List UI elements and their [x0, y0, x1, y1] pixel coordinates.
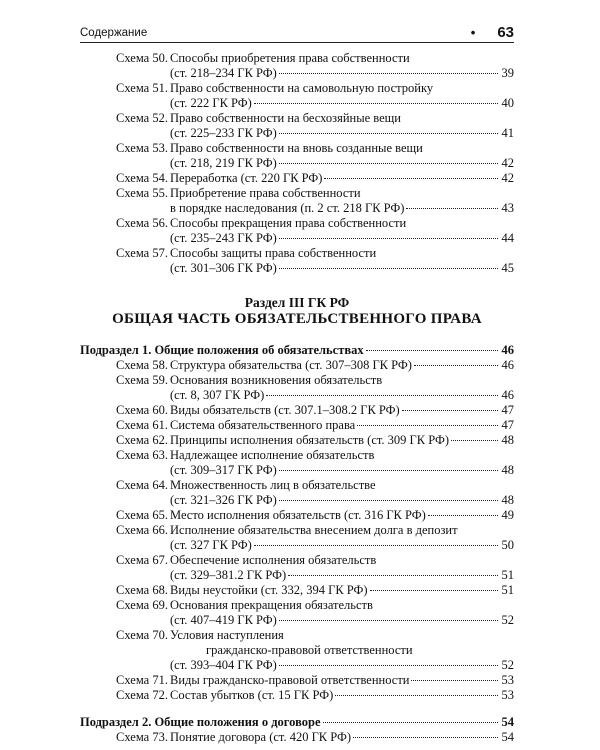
toc-entry[interactable] [80, 508, 514, 523]
section-heading [80, 294, 514, 328]
toc-line [116, 51, 514, 66]
toc-line [116, 688, 514, 703]
toc-line [116, 433, 514, 448]
scheme-title: Переработка (ст. 220 ГК РФ) [170, 171, 323, 185]
scheme-label: Схема 52. [116, 111, 168, 125]
toc-line [116, 111, 514, 126]
toc-line [116, 730, 514, 745]
dot-leader [254, 103, 498, 104]
scheme-title: Состав убытков (ст. 15 ГК РФ) [170, 688, 334, 702]
scheme-title: Исполнение обязательства внесением долга в депозит [170, 523, 458, 537]
subsection-1-heading[interactable] [80, 343, 514, 358]
toc-line [116, 141, 514, 156]
toc-line-last [116, 463, 514, 478]
toc-entry[interactable] [80, 478, 514, 508]
toc-entry[interactable] [80, 673, 514, 688]
dot-leader [279, 268, 498, 269]
page-ref: 54 [501, 730, 514, 744]
toc-line [116, 673, 514, 688]
page-ref: 46 [501, 358, 514, 372]
page-ref: 49 [501, 508, 514, 522]
page-ref: 47 [501, 403, 514, 417]
page-ref: 46 [501, 388, 514, 402]
header-bullet: • [470, 25, 476, 40]
toc-entry[interactable] [80, 81, 514, 111]
page-number-area [471, 24, 514, 41]
toc-line [116, 186, 514, 201]
toc-entry[interactable] [80, 51, 514, 81]
scheme-label: Схема 59. [116, 373, 168, 387]
scheme-label: Схема 67. [116, 553, 168, 567]
toc-line-last [116, 613, 514, 628]
toc-entry[interactable] [80, 246, 514, 276]
scheme-label: Схема 65. [116, 508, 168, 522]
scheme-ref: (ст. 407–419 ГК РФ) [170, 613, 277, 627]
scheme-title: Виды обязательств (ст. 307.1–308.2 ГК РФ) [170, 403, 400, 417]
scheme-title: Место исполнения обязательств (ст. 316 ГК РФ) [170, 508, 426, 522]
toc-line-last [116, 493, 514, 508]
toc-line [116, 643, 514, 658]
toc-line [116, 418, 514, 433]
toc-text [116, 688, 333, 703]
toc-line [116, 478, 514, 493]
scheme-title: Приобретение права собственности [170, 186, 361, 200]
scheme-label: Схема 61. [116, 418, 168, 432]
toc-line [116, 448, 514, 463]
scheme-title: Способы прекращения права собственности [170, 216, 407, 230]
page-ref: 48 [501, 493, 514, 507]
toc-line [116, 358, 514, 373]
scheme-ref: (ст. 393–404 ГК РФ) [170, 658, 277, 672]
scheme-label: Схема 51. [116, 81, 168, 95]
toc-line [116, 403, 514, 418]
dot-leader [324, 178, 498, 179]
toc-text [116, 508, 426, 523]
scheme-title: Основания прекращения обязательств [170, 598, 373, 612]
subsection-1-entries [80, 358, 514, 703]
page-ref: 48 [501, 463, 514, 477]
toc-entry[interactable] [80, 583, 514, 598]
toc-line-last [116, 388, 514, 403]
toc-line-last [116, 658, 514, 673]
scheme-title: Условия наступления [170, 628, 284, 642]
toc-line-last [116, 568, 514, 583]
page-ref: 51 [501, 583, 514, 597]
toc-text [116, 403, 400, 418]
scheme-title: Принципы исполнения обязательств (ст. 309 ГК РФ) [170, 433, 450, 447]
dot-leader [279, 500, 498, 501]
toc-entry[interactable] [80, 688, 514, 703]
page-ref: 53 [501, 673, 514, 687]
dot-leader [414, 365, 498, 366]
page-ref: 44 [501, 231, 514, 245]
scheme-ref: (ст. 8, 307 ГК РФ) [170, 388, 265, 402]
toc-text [116, 358, 412, 373]
dot-leader [353, 737, 498, 738]
toc-entry[interactable] [80, 598, 514, 628]
scheme-title: Право собственности на вновь созданные вещи [170, 141, 423, 155]
toc-line [116, 583, 514, 598]
table-of-contents [80, 51, 514, 745]
page-ref: 46 [501, 343, 514, 357]
dot-leader [279, 163, 498, 164]
toc-line-last [116, 66, 514, 81]
toc-entry[interactable] [80, 171, 514, 186]
page-ref: 39 [501, 66, 514, 80]
scheme-title: Система обязательственного права [170, 418, 356, 432]
page-ref: 40 [501, 96, 514, 110]
scheme-ref: (ст. 235–243 ГК РФ) [170, 231, 277, 245]
toc-entry[interactable] [80, 553, 514, 583]
toc-text [116, 171, 322, 186]
scheme-label: Схема 56. [116, 216, 168, 230]
toc-entry[interactable] [80, 373, 514, 403]
dot-leader [279, 665, 498, 666]
subsection-2-heading[interactable] [80, 715, 514, 730]
dot-leader [357, 425, 498, 426]
scheme-label: Схема 66. [116, 523, 168, 537]
page-ref: 50 [501, 538, 514, 552]
toc-entry[interactable] [80, 628, 514, 673]
page-ref: 48 [501, 433, 514, 447]
subsection-title: Подраздел 1. Общие положения об обязательствах [80, 343, 364, 357]
page-ref: 41 [501, 126, 514, 140]
page-header [80, 20, 514, 43]
toc-entry[interactable] [80, 111, 514, 141]
page-ref: 51 [501, 568, 514, 582]
toc-line-last [116, 156, 514, 171]
scheme-label: Схема 55. [116, 186, 168, 200]
dot-leader [288, 575, 498, 576]
page-ref: 53 [501, 688, 514, 702]
toc-text [116, 673, 409, 688]
scheme-ref: (ст. 301–306 ГК РФ) [170, 261, 277, 275]
page-number: 63 [497, 24, 514, 41]
toc-text [116, 730, 351, 745]
toc-entry[interactable] [80, 186, 514, 216]
toc-entry[interactable] [80, 523, 514, 553]
scheme-title: Структура обязательства (ст. 307–308 ГК РФ) [170, 358, 412, 372]
toc-entry[interactable] [80, 433, 514, 448]
scheme-ref: в порядке наследования (п. 2 ст. 218 ГК РФ) [170, 201, 405, 215]
page-ref: 52 [501, 658, 514, 672]
toc-line [116, 171, 514, 186]
toc-line [116, 598, 514, 613]
scheme-label: Схема 57. [116, 246, 168, 260]
page-ref: 42 [501, 171, 514, 185]
toc-line [116, 216, 514, 231]
page-ref: 45 [501, 261, 514, 275]
dot-leader [279, 620, 498, 621]
toc-line [116, 628, 514, 643]
toc-entry[interactable] [80, 730, 514, 745]
scheme-ref: (ст. 218, 219 ГК РФ) [170, 156, 277, 170]
dot-leader [279, 133, 498, 134]
scheme-ref: (ст. 329–381.2 ГК РФ) [170, 568, 287, 582]
toc-text [116, 418, 355, 433]
toc-line [116, 523, 514, 538]
scheme-ref: (ст. 222 ГК РФ) [170, 96, 252, 110]
page-ref: 47 [501, 418, 514, 432]
toc-entry[interactable] [80, 141, 514, 171]
scheme-label: Схема 64. [116, 478, 168, 492]
toc-line [116, 246, 514, 261]
toc-line-last [116, 96, 514, 111]
toc-entry[interactable] [80, 403, 514, 418]
toc-line [116, 553, 514, 568]
scheme-title: Надлежащее исполнение обязательств [170, 448, 375, 462]
scheme-label: Схема 68. [116, 583, 168, 597]
scheme-title: Виды гражданско-правовой ответственности [170, 673, 410, 687]
page-ref: 43 [501, 201, 514, 215]
toc-text [116, 583, 368, 598]
dot-leader [335, 695, 498, 696]
subsection-2-entries [80, 730, 514, 745]
section-title: Раздел III ГК РФ [244, 295, 350, 310]
scheme-ref: (ст. 327 ГК РФ) [170, 538, 252, 552]
dot-leader [266, 395, 498, 396]
dot-leader [411, 680, 498, 681]
dot-leader [279, 73, 498, 74]
scheme-title: Способы защиты права собственности [170, 246, 377, 260]
scheme-label: Схема 70. [116, 628, 168, 642]
scheme-title: Основания возникновения обязательств [170, 373, 383, 387]
dot-leader [370, 590, 498, 591]
page-ref: 42 [501, 156, 514, 170]
scheme-title: Право собственности на самовольную постройку [170, 81, 434, 95]
dot-leader [366, 350, 498, 351]
scheme-label: Схема 58. [116, 358, 168, 372]
scheme-title: Право собственности на бесхозяйные вещи [170, 111, 401, 125]
dot-leader [323, 722, 499, 723]
scheme-title: Обеспечение исполнения обязательств [170, 553, 377, 567]
scheme-label: Схема 62. [116, 433, 168, 447]
scheme-label: Схема 73. [116, 730, 168, 744]
toc-line [116, 373, 514, 388]
section-subtitle: ОБЩАЯ ЧАСТЬ ОБЯЗАТЕЛЬСТВЕННОГО ПРАВА [112, 311, 482, 327]
scheme-label: Схема 69. [116, 598, 168, 612]
toc-line [116, 81, 514, 96]
toc-line-last [116, 126, 514, 141]
page-ref: 54 [501, 715, 514, 729]
toc-entry[interactable] [80, 358, 514, 373]
running-title: Содержание [80, 27, 148, 39]
dot-leader [402, 410, 498, 411]
scheme-title-cont: гражданско-правовой ответственности [206, 643, 413, 657]
toc-line [116, 508, 514, 523]
dot-leader [406, 208, 498, 209]
scheme-label: Схема 71. [116, 673, 168, 687]
toc-line-last [116, 538, 514, 553]
dot-leader [279, 470, 498, 471]
scheme-title: Виды неустойки (ст. 332, 394 ГК РФ) [170, 583, 368, 597]
dot-leader [254, 545, 498, 546]
page-ref: 52 [501, 613, 514, 627]
scheme-label: Схема 50. [116, 51, 168, 65]
dot-leader [279, 238, 498, 239]
toc-line-last [116, 201, 514, 216]
scheme-label: Схема 72. [116, 688, 168, 702]
toc-entry[interactable] [80, 418, 514, 433]
scheme-ref: (ст. 309–317 ГК РФ) [170, 463, 277, 477]
scheme-title: Способы приобретения права собственности [170, 51, 410, 65]
scheme-label: Схема 63. [116, 448, 168, 462]
subsection-title: Подраздел 2. Общие положения о договоре [80, 715, 321, 729]
scheme-title: Множественность лиц в обязательстве [170, 478, 376, 492]
toc-entry[interactable] [80, 216, 514, 246]
toc-text [116, 433, 449, 448]
scheme-ref: (ст. 321–326 ГК РФ) [170, 493, 277, 507]
toc-line-last [116, 231, 514, 246]
toc-entry[interactable] [80, 448, 514, 478]
toc-line-last [116, 261, 514, 276]
scheme-ref: (ст. 225–233 ГК РФ) [170, 126, 277, 140]
dot-leader [428, 515, 498, 516]
dot-leader [451, 440, 498, 441]
top-entries [80, 51, 514, 276]
scheme-label: Схема 60. [116, 403, 168, 417]
scheme-label: Схема 53. [116, 141, 168, 155]
scheme-ref: (ст. 218–234 ГК РФ) [170, 66, 277, 80]
scheme-title: Понятие договора (ст. 420 ГК РФ) [170, 730, 352, 744]
scheme-label: Схема 54. [116, 171, 168, 185]
